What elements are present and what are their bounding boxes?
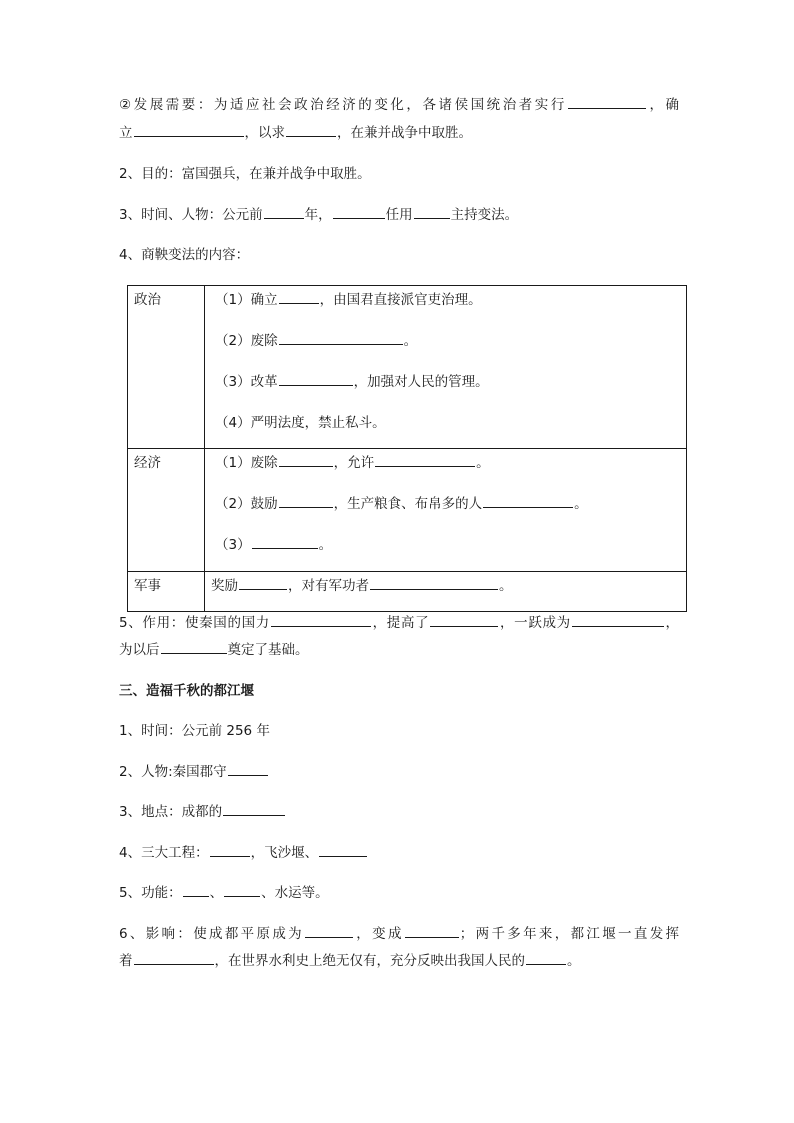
cell-text: （3）改革: [215, 374, 278, 390]
line-text: 5、功能：: [119, 885, 182, 901]
cell-text: ，生产粮食、布帛多的人: [333, 496, 483, 512]
intro-text: ，在兼并战争中取胜。: [337, 125, 472, 141]
economy-items: [205, 449, 687, 572]
line-text: 5、作用：使秦国的国力: [119, 615, 270, 631]
line-text: 主持变法。: [450, 207, 519, 223]
blank[interactable]: [279, 290, 319, 304]
dj-person: [119, 762, 269, 782]
cell-text: ，由国君直接派官吏治理。: [319, 292, 482, 308]
line-text: ，提高了: [371, 615, 430, 631]
effect-line-1: [119, 613, 679, 633]
blank[interactable]: [224, 883, 260, 897]
blank[interactable]: [370, 576, 498, 590]
line-text: ；两千多年来，都江堰一直发挥: [459, 926, 680, 942]
line-text: ，飞沙堰、: [250, 845, 319, 861]
intro-text: ，确: [646, 97, 679, 113]
military-items: [205, 572, 687, 612]
blank[interactable]: [279, 372, 353, 386]
intro-line-1: [119, 95, 679, 115]
military-item-1: [211, 576, 686, 596]
category-politics: 政治: [128, 286, 205, 449]
dj-function: [119, 883, 329, 903]
economy-item-1: [215, 453, 686, 473]
politics-items: [205, 286, 687, 449]
cell-text: （3）: [215, 537, 251, 553]
line-text: ，: [664, 615, 680, 631]
blank[interactable]: [319, 843, 367, 857]
category-economy: 经济: [128, 449, 205, 572]
cell-text: 。: [476, 455, 490, 471]
intro-line-2: [119, 123, 472, 143]
line-text: 3、时间、人物：公元前: [119, 207, 263, 223]
section-heading: 三、造福千秋的都江堰: [119, 683, 254, 699]
effect-line-2: [119, 640, 309, 660]
line-text: 、: [209, 885, 224, 901]
blank[interactable]: [375, 453, 475, 467]
line-text: ，一跃成为: [499, 615, 571, 631]
time-person-line: [119, 205, 518, 225]
blank[interactable]: [223, 802, 285, 816]
blank[interactable]: [183, 883, 209, 897]
line-text: 。: [567, 953, 581, 969]
blank[interactable]: [483, 494, 573, 508]
cell-text: （2）鼓励: [215, 496, 278, 512]
blank[interactable]: [430, 613, 498, 627]
blank[interactable]: [279, 494, 333, 508]
intro-text: ②发展需要：为适应社会政治经济的变化，各诸侯国统治者实行: [119, 97, 567, 113]
blank[interactable]: [333, 205, 385, 219]
blank[interactable]: [161, 640, 227, 654]
line-text: 为以后: [119, 642, 160, 658]
cell-text: 。: [574, 496, 588, 512]
blank[interactable]: [572, 613, 664, 627]
dj-time: 1、时间：公元前 256 年: [119, 723, 270, 739]
politics-item-1: [215, 290, 686, 310]
blank[interactable]: [252, 535, 318, 549]
blank[interactable]: [264, 205, 304, 219]
cell-text: ，允许: [333, 455, 375, 471]
blank[interactable]: [286, 123, 336, 137]
line-text: 、水运等。: [261, 885, 329, 901]
blank[interactable]: [228, 762, 268, 776]
cell-text: 奖励: [211, 578, 238, 594]
category-military: 军事: [128, 572, 205, 612]
politics-item-2: [215, 331, 686, 351]
blank[interactable]: [279, 453, 333, 467]
politics-item-4: （4）严明法度，禁止私斗。: [215, 415, 386, 431]
blank[interactable]: [210, 843, 250, 857]
line-text: 奠定了基础。: [227, 642, 309, 658]
blank[interactable]: [568, 95, 646, 109]
blank[interactable]: [305, 924, 353, 938]
line-text: 6、影响：使成都平原成为: [119, 926, 304, 942]
cell-text: 。: [499, 578, 513, 594]
line-text: 3、地点：成都的: [119, 804, 223, 820]
intro-text: 立: [119, 125, 133, 141]
cell-text: （2）废除: [215, 333, 278, 349]
line-text: ，在世界水利史上绝无仅有，充分反映出我国人民的: [214, 953, 525, 969]
cell-text: 。: [403, 333, 418, 349]
dj-impact-line-2: [119, 951, 581, 971]
blank[interactable]: [134, 951, 214, 965]
blank[interactable]: [239, 576, 287, 590]
blank[interactable]: [279, 331, 403, 345]
line-text: 着: [119, 953, 133, 969]
economy-item-2: [215, 494, 686, 514]
goal-line: 2、目的：富国强兵，在兼并战争中取胜。: [119, 166, 371, 182]
blank[interactable]: [271, 613, 371, 627]
blank[interactable]: [414, 205, 450, 219]
content-title: 4、商鞅变法的内容：: [119, 247, 250, 263]
reform-content-table: [127, 285, 687, 612]
dj-place: [119, 802, 286, 822]
blank[interactable]: [134, 123, 244, 137]
line-text: 4、三大工程：: [119, 845, 209, 861]
line-text: 任用: [385, 207, 413, 223]
line-text: ，变成: [353, 926, 404, 942]
intro-text: ，以求: [244, 125, 285, 141]
economy-item-3: [215, 535, 686, 555]
cell-text: 。: [318, 537, 333, 553]
blank[interactable]: [405, 924, 459, 938]
line-text: 2、人物:秦国郡守: [119, 764, 227, 780]
dj-projects: [119, 843, 368, 863]
line-text: 年，: [304, 207, 332, 223]
cell-text: ，对有军功者: [288, 578, 369, 594]
blank[interactable]: [526, 951, 566, 965]
politics-item-3: [215, 372, 686, 392]
cell-text: （1）废除: [215, 455, 278, 471]
dj-impact-line-1: [119, 924, 679, 944]
cell-text: ，加强对人民的管理。: [353, 374, 489, 390]
cell-text: （1）确立: [215, 292, 278, 308]
